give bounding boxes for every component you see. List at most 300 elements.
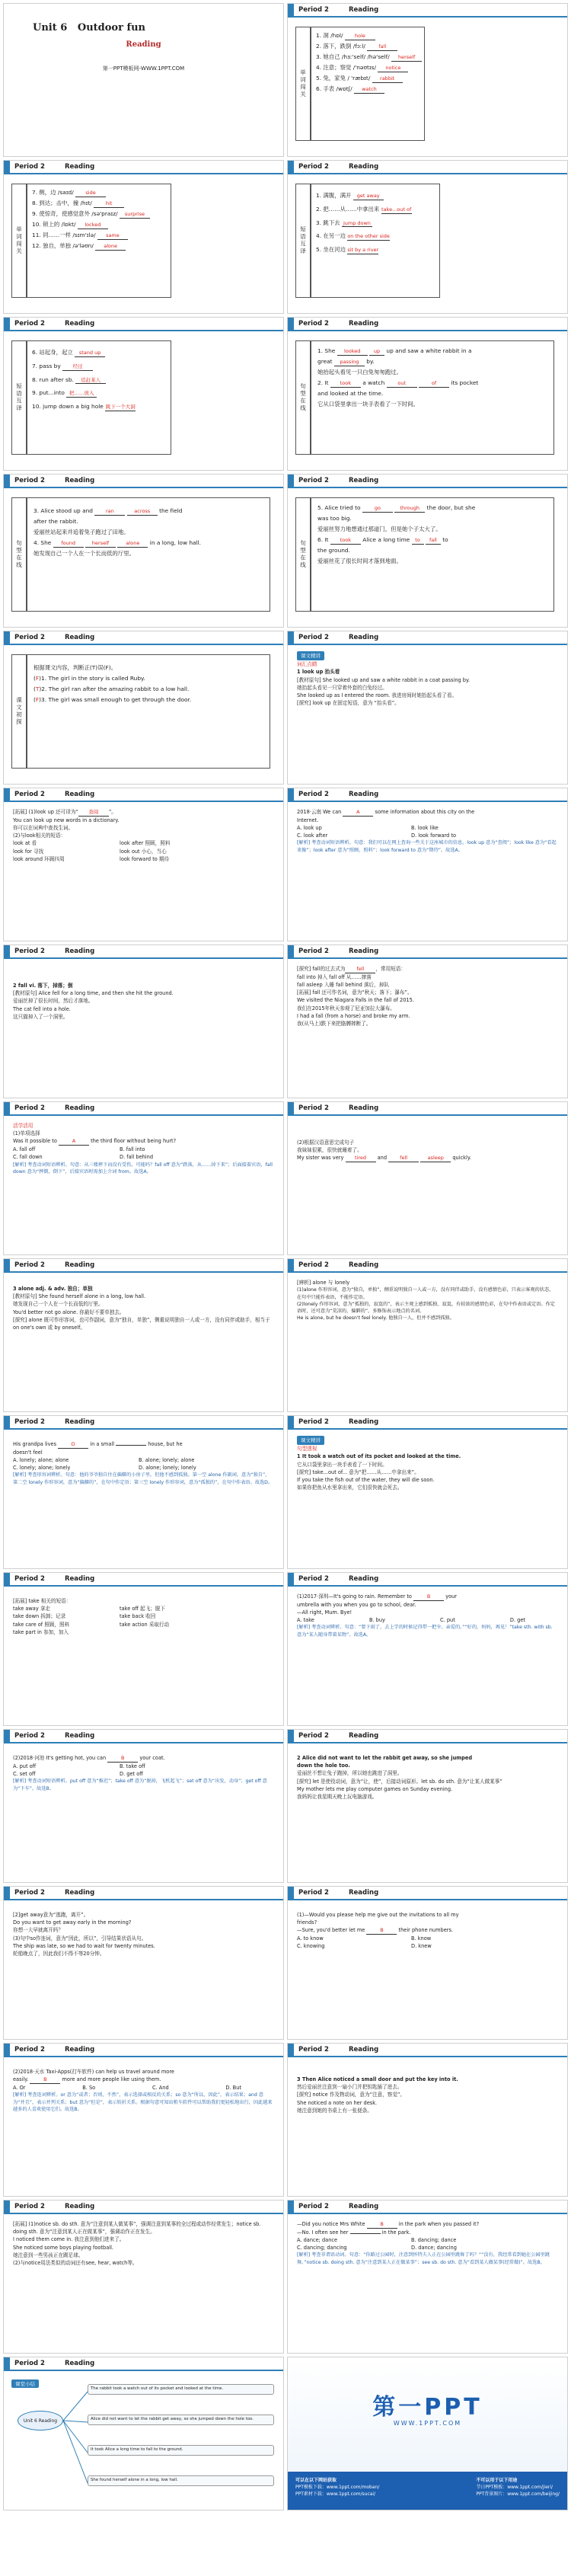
slide-header: Period 2 Reading — [288, 161, 567, 174]
section-badge: 课堂小结 — [11, 2379, 39, 2388]
slide-header: Period 2 Reading — [4, 1573, 283, 1587]
slide-header: Period 2 Reading — [288, 1102, 567, 1116]
text-line: [教材原句] She found herself alone in a long, low hall. — [13, 1293, 146, 1300]
summary-node: Alice did not want to let the rabbit get away, so she jumped down the hole too. — [88, 2415, 274, 2425]
text-line: (1)单项选择 — [13, 1130, 40, 1137]
slide-11 — [3, 788, 284, 941]
text-line: C. dancing; dancing D. dance; dancing — [297, 2245, 457, 2252]
answer-blank: took — [330, 381, 361, 388]
text-line — [297, 651, 558, 660]
text-line — [311, 27, 425, 141]
answer-blank: 查阅 — [78, 810, 109, 817]
answer-blank: D — [58, 1442, 88, 1449]
text-line: A. look up B. look like — [297, 825, 439, 832]
text-line: 5. Alice tried to go through the door, but she — [317, 504, 476, 511]
word-item: 11. 同……一样 /sɪm'ɪlə/ same — [32, 230, 166, 241]
text-line: [解析] 考查连词辨析。or 意为“或者；否则，不然”，表示选择或相反的关系；so 意为“所以，因此”，表示结果；and 意为“并且”，表示并列关系；but 意为“但是”，表示转折关系。根据句意可知出租车软件可以帮助我们更轻松地出行，因此越来越多的人喜欢使用它们。故选B。 — [13, 2092, 273, 2112]
text-line: (2)根据汉语意思完成句子 — [297, 1139, 355, 1146]
text-line: 我(从马上)跌下来把胳膊摔断了。 — [297, 1021, 372, 1028]
slide-header: Period 2 Reading — [4, 1102, 283, 1116]
text-line — [27, 184, 171, 298]
text-line: umbrella with you when you go to school, dear. — [297, 1601, 416, 1608]
text-line: (2)2018·天水 Taxi-Apps(打车软件) can help us travel around more — [13, 2069, 174, 2075]
sentence-tab: 句型在线 — [11, 497, 27, 612]
text-line: (T)2. The girl ran after the amazing rabbit to a low hall. — [33, 686, 190, 693]
sentence-tab: 句型在线 — [295, 340, 311, 455]
text-line: take care of 照顾，照料 take action 采取行动 — [13, 1621, 170, 1628]
word-item: 1. 洞 /hɒl/ hole — [316, 30, 419, 41]
text-line: (1)—Would you please help me give out the invitations to all my — [297, 1912, 459, 1918]
answer-blank: A — [343, 810, 373, 817]
text-line: She noticed a note on her desk. — [297, 2099, 378, 2106]
slide-5 — [3, 317, 284, 471]
answer-blank: B — [413, 1594, 444, 1601]
summary-center-node: Unit 6 Reading — [18, 2411, 63, 2431]
text-line: C. lonely; alone; lonely D. alone; lonely; lonely — [13, 1465, 196, 1472]
text-line: friends? — [297, 1919, 317, 1926]
slide-13 — [3, 944, 284, 1098]
text-line: —No. I often see her in the park. — [297, 2229, 411, 2236]
text-line: [辨析] alone 与 lonely — [297, 1280, 350, 1286]
text-line — [311, 497, 554, 612]
answer-blank: through — [394, 506, 425, 513]
slide-header: Period 2 Reading — [4, 631, 283, 645]
text-line: [探究] let 是使役动词，意为“让，使”，后接动词原形。let sb. do sth. 意为“让某人做某事” — [297, 1778, 502, 1785]
answer-blank: herself — [391, 55, 422, 62]
slide-9 — [3, 631, 284, 785]
slide-header: Period 2 Reading — [288, 1887, 567, 1900]
text-line: 1. She looked up up and saw a white rabbit in a — [317, 347, 472, 354]
answer-blank: alone — [117, 541, 148, 548]
text-line: 爱丽丝掉了很长时间，然后才落地。 — [13, 998, 94, 1005]
text-line — [27, 497, 270, 612]
answer-blank: take...out of — [381, 206, 412, 213]
answer-blank: side — [75, 190, 106, 197]
text-line: 2 fall vi. 落下，掉落；倒 — [13, 983, 73, 989]
phrase-item: 3. 跳下去 jump down — [316, 219, 371, 226]
slide-header: Period 2 Reading — [4, 2357, 283, 2371]
answer-blank — [350, 2233, 381, 2234]
summary-node: It took Alice a long time to fall to the ground. — [88, 2445, 274, 2456]
answer-blank: alone — [95, 244, 126, 251]
slide-header: Period 2 Reading — [4, 318, 283, 331]
text-line: C. fall down D. fall behind — [13, 1154, 154, 1161]
text-line: C. look after D. look forward to — [297, 833, 457, 839]
slide-24 — [287, 1729, 568, 1883]
text-line: [解析] 考查动词短语辨析。句意：我们可以在网上查询一些关于这座城市的信息。look up 意为“查阅”；look like 意为“看起来像”；look after 意为“照顾，照料”；look forward to 意为“期待”。故选A。 — [297, 840, 557, 853]
slide-header: Period 2 Reading — [4, 945, 283, 959]
phrase-tab: 短语互译 — [11, 340, 27, 455]
answer-blank: on the other side — [347, 233, 390, 240]
slide-header: Period 2 Reading — [4, 1887, 283, 1900]
text-line: 她抬起头看见一只穿着外套的白兔经过。 — [297, 684, 388, 691]
text-line: look around 环顾四周 look forward to 期待 — [13, 855, 170, 862]
answer-blank: rabbit — [372, 76, 403, 83]
text-line: 2 Alice did not want to let the rabbit get away, so she jumped — [297, 1755, 473, 1761]
text-line: 2. It took a watch out of its pocket — [317, 379, 479, 387]
answer-blank: surprise — [120, 212, 150, 219]
word-item: 10. 锁上的 /lɒkt/ locked — [32, 219, 166, 230]
slide-21 — [3, 1572, 284, 1726]
text-line: I noticed them come in. 我注意到他们进来了。 — [13, 2236, 125, 2243]
answer-blank: B — [30, 2077, 60, 2084]
answer-blank: across — [127, 509, 158, 516]
slide-header: Period 2 Reading — [288, 475, 567, 488]
answer-blank — [116, 1445, 146, 1446]
text-line — [311, 184, 440, 298]
answer-blank: B — [107, 1756, 138, 1763]
phrase-item: 7. pass by 经过 — [32, 360, 166, 373]
text-line — [27, 340, 171, 455]
answer-blank: same — [97, 233, 128, 240]
text-line: 3. Alice stood up and ran across the field — [33, 507, 183, 514]
slide-header: Period 2 Reading — [4, 788, 283, 802]
text-line — [297, 1436, 558, 1445]
section-badge: 课文精讲 — [297, 651, 324, 660]
text-line: [解析] 考查动词辨析。句意：“要下雨了，去上学的时候记得带一把伞，亲爱的。”“好的，妈妈，再见！”take sth. with sb. 意为“某人随身带着某物”。故选A。 — [297, 1625, 553, 1638]
slide-header: Period 2 Reading — [288, 2044, 567, 2057]
text-line: She noticed some boys playing football. — [13, 2244, 114, 2251]
text-line: 2018·云南 We can A some information about this city on the — [297, 809, 475, 815]
text-line: 爱丽丝努力地想通过那道门，但是她个子太大了。 — [317, 526, 442, 533]
text-line: —Did you notice Mrs White B in the park when you passed it? — [297, 2221, 480, 2227]
text-line: My sister was very tired and fell asleep quickly. — [297, 1155, 471, 1162]
slide-header: Period 2 Reading — [4, 1416, 283, 1430]
slide-header: Period 2 Reading — [4, 1730, 283, 1743]
answer-blank: herself — [85, 541, 116, 548]
text-line: after the rabbit. — [33, 518, 78, 526]
answer-blank: 跳下一个大洞 — [105, 404, 136, 411]
text-line: doesn't feel — [13, 1449, 43, 1456]
answer-blank: hole — [345, 34, 375, 40]
slide-header: Period 2 Reading — [4, 475, 283, 488]
slide-31 — [3, 2357, 284, 2510]
slide-header: Period 2 Reading — [4, 2200, 283, 2214]
text-line: look at 看 look after 照顾，照料 — [13, 840, 171, 847]
answer-blank: tired — [346, 1155, 376, 1162]
text-line: 爱丽丝站起来并追着兔子跑过了田地。 — [33, 529, 129, 536]
answer-blank: out — [387, 381, 417, 388]
slide-23 — [3, 1729, 284, 1883]
word-item: 12. 独自，单独 /ə'ləʊn/ alone — [32, 241, 166, 251]
answer-blank: took — [330, 538, 361, 545]
slide-7 — [3, 474, 284, 628]
slide-12 — [287, 788, 568, 941]
answer-blank: jump down — [343, 219, 371, 226]
answer-blank: fall — [367, 44, 397, 51]
text-line: fall asleep 入睡 fall behind 落后，掉队 — [297, 982, 389, 989]
answer-blank: watch — [354, 87, 384, 94]
answer-blank: looked — [337, 349, 368, 356]
text-line: 4. She found herself alone in a long, low hall. — [33, 539, 202, 547]
site-watermark: 第一PPT模板网-WWW.1PPT.COM — [102, 66, 185, 72]
text-line: 你想一大早就离开吗？ — [13, 1927, 63, 1934]
text-line: C. set off D. get off — [13, 1771, 143, 1778]
text-line: A. dance; dance B. dancing; dance — [297, 2237, 457, 2244]
answer-blank: locked — [78, 222, 108, 229]
text-line: 词汇点睛 — [297, 661, 317, 668]
answer-blank: to — [412, 538, 424, 545]
answer-blank: passing — [334, 360, 365, 366]
text-line: and looked at the time. — [317, 390, 384, 398]
word-item: 3. 她自己 /hɜː'self/ /hə'self/ herself — [316, 52, 419, 62]
text-line: 爱丽丝不想让兔子跑掉，所以她也跳进了洞里。 — [297, 1770, 403, 1777]
slide-header: Period 2 Reading — [4, 161, 283, 174]
text-line: (1)alone 作形容词，意为“独自，单独”，侧重说明独自一人或一方，没有同伴或助手，没有感情色彩，只表示客观的状态，在句中只能作表语，不能作定语。 — [297, 1287, 554, 1300]
text-line: Do you want to get away early in the morning? — [13, 1919, 132, 1926]
text-line: was too big. — [317, 515, 352, 523]
answer-blank: fell — [345, 967, 375, 973]
text-line: 1 It took a watch out of its pocket and looked at the time. — [297, 1453, 461, 1460]
slide-10 — [287, 631, 568, 785]
text-line: 句型透视 — [297, 1446, 317, 1453]
phrase-item: 5. 坐在河边 sit by a river — [316, 246, 379, 254]
answer-blank: found — [53, 541, 84, 548]
text-line: 根据课文内容，判断正(T)误(F)。 — [33, 664, 116, 671]
text-line: 她注意到她的书桌上有一张便条。 — [297, 2107, 372, 2114]
text-line: [解析] 考查动词短语辨析。句意：从三楼摔下而没有受伤，可能吗？fall off 意为“跌落，从……掉下来”；后面接着宾语，fall down 意为“摔倒，倒下”，后接宾语时需加上介词 from。故选A。 — [13, 1162, 273, 1175]
slide-17 — [3, 1258, 284, 1412]
text-line: [2]get away意为“逃跑，离开”。 — [13, 1912, 89, 1918]
text-line: A. Or B. So C. And D. But — [13, 2085, 241, 2092]
text-line: 她注意到一些男孩正在踢足球。 — [13, 2252, 84, 2258]
text-line: (2)与look相关的短语： — [13, 833, 66, 839]
slide-18 — [287, 1258, 568, 1412]
slide-header: Period 2 Reading — [288, 318, 567, 331]
text-line: [探究] fall的过去式为 fell ，常用短语： — [297, 966, 406, 972]
word-tab: 单词闯关 — [295, 27, 311, 141]
slide-16 — [287, 1101, 568, 1255]
summary-node: She found herself alone in a long, low hall. — [88, 2475, 274, 2486]
text-line: look for 寻找 look out 小心，当心 — [13, 848, 167, 855]
slide-6 — [287, 317, 568, 471]
word-item: 2. 落下，跌倒 /fɔːl/ fall — [316, 41, 419, 52]
answer-blank: go — [362, 506, 393, 513]
word-item: 7. 侧，边 /saɪd/ side — [32, 187, 166, 198]
slide-14 — [287, 944, 568, 1098]
slide-header: Period 2 Reading — [288, 1573, 567, 1587]
slide-19 — [3, 1415, 284, 1569]
text-line: [拓展] fall 还可作名词，意为“秋天；落下；瀑布”。 — [297, 989, 413, 996]
reading-subtitle: Reading — [126, 40, 161, 49]
word-item: 9. 使惊奇，使感觉意外 /sə'praɪz/ surprise — [32, 209, 166, 219]
slide-29 — [3, 2200, 284, 2354]
slide-header: Period 2 Reading — [288, 788, 567, 802]
text-line: 这只猫掉入了一个洞里。 — [13, 1013, 69, 1020]
text-line: (F)1. The girl in the story is called Ruby. — [33, 675, 145, 682]
text-line: The ship was late, so we had to wait for twenty minutes. — [13, 1942, 155, 1949]
slide-header: Period 2 Reading — [288, 2200, 567, 2214]
slide-header: Period 2 Reading — [288, 4, 567, 18]
slide-header: Period 2 Reading — [288, 1416, 567, 1430]
text-line: 我们在2015年秋天参观了尼亚加拉大瀑布。 — [297, 1005, 395, 1012]
slide-26 — [287, 1886, 568, 2040]
text-line: (3)句中so作连词，意为“因此，所以”，引导结果状语从句。 — [13, 1935, 147, 1942]
answer-blank: 经过 — [62, 364, 93, 371]
text-line: 我妈妈让我星期天晚上玩电脑游戏。 — [297, 1794, 378, 1801]
slide-32 — [287, 2357, 568, 2510]
word-item: 5. 兔，家兔 / 'ræbɪt/ rabbit — [316, 73, 419, 84]
text-line: (2)lonely 作形容词，意为“孤独的，寂寞的”，表示主观上感到孤独、寂寞，有较浓的感情色彩，在句中作表语或定语。作定语时，还可意为“荒凉的，偏僻的”，多修饰表示地点的名词。 — [297, 1301, 555, 1315]
slide-15 — [3, 1101, 284, 1255]
text-line: take part in 参加，加入 — [13, 1628, 69, 1635]
text-line: 她发现自己一个人在一个长而低的厅里。 — [33, 550, 136, 558]
text-line: Internet. — [297, 817, 319, 823]
phrase-item: 4. 在另一边 on the other side — [316, 232, 390, 240]
slide-3 — [3, 160, 284, 314]
answer-blank: A — [59, 1139, 89, 1146]
text-line: 她发现自己一个人在一个长而低的厅里。 — [13, 1301, 104, 1308]
slide-header: Period 2 Reading — [288, 945, 567, 959]
text-line: (2)2018·河池 It's getting hot, you can B your coat. — [13, 1755, 165, 1761]
word-item: 4. 注意；察觉 /'nəʊtɪs/ notice — [316, 62, 419, 73]
sentence-tab: 句型在线 — [295, 497, 311, 612]
phrase-item: 10. jump down a big hole 跳下一个大洞 — [32, 403, 136, 411]
text-line: He is alone, but he doesn't feel lonely. 他独自一人，但并不感到孤独。 — [297, 1315, 455, 1322]
text-line: Was it possible to A the third floor without being hurt? — [13, 1138, 177, 1145]
text-line: You'd better not go alone. 你最好不要单独去。 — [13, 1309, 125, 1315]
slide-27 — [3, 2043, 284, 2197]
text-line: [解析] 考查形容词辨析。句意：他的爷爷独自住在偏僻的小房子里，但他不感到孤独。第一空 alone 作副词，意为“独自”，第二空 lonely 作形容词，意为“偏僻的”，在句中作定语；第三空 lonely 作形容词，意为“孤独的”，在句中作表语。故选D。 — [13, 1472, 273, 1485]
answer-blank: 把……放入 — [66, 391, 97, 398]
text-line: My mother lets me play computer games on Sunday evening. — [297, 1785, 453, 1792]
text-line: C. knowing D. knew — [297, 1943, 432, 1950]
text-line: You can look up new words in a dictionary. — [13, 817, 120, 823]
slide-8 — [287, 474, 568, 628]
slide-28 — [287, 2043, 568, 2197]
text-line: The cat fell into a hole. — [13, 1005, 71, 1012]
text-line: We visited the Niagara Falls in the fall of 2015. — [297, 997, 414, 1004]
text-line: the ground. — [317, 547, 350, 555]
text-line: 然后爱丽丝注意到一扇小门并把钥匙插了进去。 — [297, 2084, 403, 2091]
phrase-item: 1. 满腹，满开 get away — [316, 189, 435, 203]
answer-blank: ran — [94, 509, 125, 516]
text-line: I had a fall (from a horse) and broke my arm. — [297, 1012, 410, 1019]
text-line: 爱丽丝花了很长时间才落到地面。 — [317, 558, 402, 565]
text-tab: 课文初探 — [11, 654, 27, 769]
slide-header: Period 2 Reading — [288, 631, 567, 645]
text-line: [拓展] (1)notice sb. do sth. 意为“注意到某人做某事”，强调注意到某事的全过程或动作经常发生；notice sb. doing sth. 意为“注意到某人正在做某事”，强调动作正在发生。 — [13, 2221, 261, 2236]
text-line: 轮船晚点了，因此我们不得不等20分钟。 — [13, 1951, 105, 1958]
text-line: —All right, Mum. Bye! — [297, 1609, 352, 1616]
answer-blank: hit — [94, 201, 124, 208]
text-line — [311, 340, 554, 455]
text-line: 6. It took Alice a long time to fall to — [317, 536, 448, 544]
text-line — [27, 654, 270, 769]
slide-20 — [287, 1415, 568, 1569]
text-line: (F)3. The girl was small enough to get through the door. — [33, 696, 192, 704]
text-line: [探究] take...out of... 意为“把……从……中拿出来”。 — [297, 1469, 419, 1475]
answer-blank: fell — [388, 1155, 419, 1162]
text-line: 它从口袋里拿出一块手表看了一下时间。 — [317, 401, 419, 408]
phrase-item: 8. run after sb. 追赶某人 — [32, 373, 166, 387]
text-line: down the hole too. — [297, 1763, 350, 1769]
answer-blank: sit by a river — [347, 247, 379, 254]
text-line: [解析] 考查非谓语动词。句意：“你路过公园时，注意到怀特夫人正在公园里跳舞了吗？”“没有，我经常看到她在公园里跳舞。”notice sb. doing sth. 意为“注意到某人正在做某事”；see sb. do sth. 意为“看到某人做某事(经常做)”。故选B。 — [297, 2252, 550, 2265]
slide-header: Period 2 Reading — [288, 1259, 567, 1273]
text-line: A. take B. buy C. put D. get — [297, 1617, 525, 1624]
slide-4 — [287, 160, 568, 314]
answer-blank: get away — [353, 193, 384, 200]
slide-header: Period 2 Reading — [4, 1259, 283, 1273]
text-line: She looked up as I entered the room. 我进房间时她抬起头看了看。 — [297, 692, 458, 698]
phrase-tab: 短语互译 — [295, 184, 311, 298]
text-line: (2)与notice用法类似的动词还有see, hear, watch等。 — [13, 2260, 138, 2267]
answer-blank: B — [366, 1928, 397, 1935]
text-line: —Sure, you'd better let me B their phone numbers. — [297, 1927, 453, 1934]
text-line: [教材原句] She looked up and saw a white rabbit in a coat passing by. — [297, 676, 471, 683]
answer-blank: notice — [378, 66, 408, 72]
answer-blank: 追赶某人 — [75, 378, 106, 385]
text-line: take down 拆卸；记录 take back 收回 — [13, 1613, 156, 1620]
text-line: His grandpa lives D in a small house, but he — [13, 1441, 183, 1447]
unit-title: Unit 6 Outdoor fun — [33, 22, 145, 34]
text-line: 她抬起头看见一只白兔匆匆跑过。 — [317, 369, 402, 376]
text-line: A. to know B. know — [297, 1935, 432, 1942]
text-line: 你可以在词典中查找生词。 — [13, 825, 74, 832]
text-line: A. lonely; alone; alone B. alone; lonely; alone — [13, 1457, 195, 1464]
text-line: fall into 掉入 fall off 从……摔落 — [297, 973, 372, 980]
word-item: 8. 到达；击中，撞 /hɪt/ hit — [32, 198, 166, 209]
text-line: [探究] alone 既可作形容词，也可作副词，意为“独自，单独”，侧重说明独自一人或一方，没有同伴或助手，相当于on one's own 或 by oneself。 — [13, 1316, 270, 1331]
mindmap-lines — [4, 2357, 284, 2510]
word-item: 6. 手表 /wɒtʃ/ watch — [316, 84, 419, 94]
text-line: great passing by. — [317, 358, 375, 366]
section-badge: 课文精讲 — [297, 1436, 324, 1445]
text-line: 3 alone adj. & adv. 独自；单独 — [13, 1286, 93, 1292]
brand-url: WWW.1PPT.COM — [393, 2420, 462, 2427]
footer-links: 可以在以下网站获取 PPT模板下载：www.1ppt.com/moban/ PPT素材下载：www.1ppt.com/sucai/ 不可以用于以下用途 节日PPT模板：www.1ppt.com/jieri/ PPT背景图片：www.1ppt.com/beijing/ — [288, 2472, 567, 2510]
answer-blank: asleep — [420, 1155, 451, 1162]
phrase-item: 2. 把……从……中拿出来 take...out of — [316, 205, 412, 213]
slide-2 — [287, 3, 568, 157]
summary-node: The rabbit took a watch out of its pocket and looked at the time. — [88, 2384, 274, 2395]
text-line: 1 look up 抬头看 — [297, 669, 340, 676]
text-line: A. fall off B. fall into — [13, 1146, 145, 1153]
slide-header: Period 2 Reading — [288, 1730, 567, 1743]
text-line: 3 Then Alice noticed a small door and put the key into it. — [297, 2076, 458, 2082]
slide-22 — [287, 1572, 568, 1726]
text-line: [教材原句] Alice fell for a long time, and then she hit the ground. — [13, 990, 174, 997]
text-line: [探究] notice 作及物动词，意为“注意，察觉”。 — [297, 2092, 405, 2098]
text-line: easily. B more and more people like using them. — [13, 2076, 161, 2083]
phrase-item: 9. put...into 把……放入 — [32, 386, 166, 400]
text-line: If you take the fish out of the water, they will die soon. — [297, 1476, 435, 1483]
text-line: [解析] 考查动词短语辨析。put off 意为“推迟”；take off 意为“脱掉，飞机起飞”；set off 意为“出发，动身”；get off 意为“下车”。故选B。 — [13, 1779, 267, 1791]
text-line: A. put off B. take off — [13, 1763, 145, 1769]
text-line: 我妹妹很累，很快就睡着了。 — [297, 1147, 362, 1154]
slide-25 — [3, 1886, 284, 2040]
text-line: [拓展] (1)look up 还可译为“ 查阅 ”。 — [13, 809, 116, 815]
slide-30 — [287, 2200, 568, 2354]
answer-blank: fall — [426, 538, 441, 545]
brand-logo: 第一PPT — [372, 2394, 483, 2421]
answer-blank: up — [369, 349, 384, 356]
text-line: [拓展] take 相关的短语： — [13, 1598, 72, 1604]
answer-blank: of — [419, 381, 449, 388]
answer-blank: stand up — [75, 350, 105, 357]
text-line: take away 拿走 take off 起飞；脱下 — [13, 1606, 166, 1612]
answer-blank: B — [367, 2222, 397, 2229]
text-line: (1)2017·深圳—It's going to rain. Remember to B your — [297, 1593, 458, 1600]
slide-1 — [3, 3, 284, 157]
text-line: 活学活用 — [13, 1123, 33, 1129]
text-line: [探究] look up 在固定短语，意为 “抬头看”。 — [297, 700, 400, 707]
text-line: 它从口袋里拿出一块手表看了一下时间。 — [297, 1461, 388, 1468]
phrase-item: 6. 站起身，起立 stand up — [32, 346, 166, 360]
word-tab: 单词闯关 — [11, 184, 27, 298]
text-line: 如果你把鱼从水里拿出来，它们很快就会死去。 — [297, 1485, 403, 1491]
